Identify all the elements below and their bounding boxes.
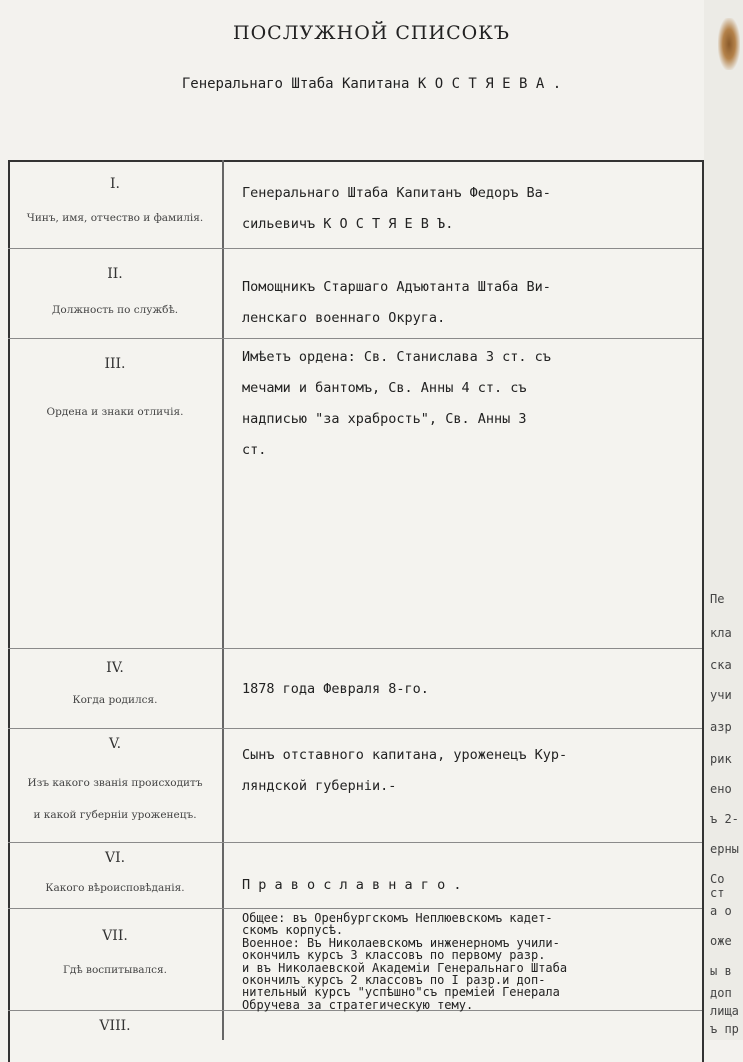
row-label: Должность по службѣ. [51,304,179,316]
adjacent-page-fragment: азр [710,720,732,734]
row-separator [8,728,702,729]
adjacent-page-fragment: ъ 2- [710,812,739,826]
adjacent-page-edge [704,0,743,1040]
row-label: Чинъ, имя, отчество и фамилія. [26,212,204,224]
document-title: ПОСЛУЖНОЙ СПИСОКЪ [233,22,510,44]
row-value: 1878 года Февраля 8-го. [242,681,429,697]
row-label: Гдѣ воспитывался. [62,964,168,976]
row-value: П р а в о с л а в н а г о . [242,877,462,893]
row-number: VII. [102,928,128,944]
row-number: II. [107,266,123,282]
row-number: IV. [106,660,124,676]
adjacent-page-fragment: Со ст [710,872,725,900]
row-number: VIII. [99,1018,131,1034]
row-separator [8,908,702,909]
adjacent-page-fragment: а о [710,904,732,918]
row-label: Ордена и знаки отличія. [46,406,184,418]
row-number: III. [104,356,126,372]
adjacent-page-fragment: лища [710,1004,739,1018]
row-separator [8,338,702,339]
row-number: I. [110,176,120,192]
row-label: Какого вѣроисповѣданія. [45,882,185,894]
adjacent-page-fragment: ерны [710,842,739,856]
adjacent-page-fragment: Пе [710,592,725,606]
adjacent-page-fragment: доп [710,986,732,1000]
row-separator [8,248,702,249]
row-label-line-1: Изъ какого званія происходитъ [27,777,203,789]
row-value: Генеральнаго Штаба Капитанъ Федоръ Ва- сильевичъ К О С Т Я Е В Ъ. [242,185,551,232]
adjacent-page-fragment: учи [710,688,732,702]
row-separator [8,648,702,649]
row-label-line-2: и какой губерніи уроженецъ. [33,809,197,821]
document-subtitle: Генеральнаго Штаба Капитана К О С Т Я Е В А . [181,76,562,92]
row-value: Сынъ отставного капитана, уроженецъ Кур- ляндской губерніи.- [242,747,568,794]
adjacent-page-fragment: ска [710,658,732,672]
adjacent-page-fragment: рик [710,752,732,766]
row-label: Когда родился. [72,694,158,706]
adjacent-page-fragment: ъ пр [710,1022,739,1036]
adjacent-page-fragment: ено [710,782,732,796]
adjacent-page-fragment: оже [710,934,732,948]
row-number: V. [108,736,122,752]
row-value: Имѣетъ ордена: Св. Станислава 3 ст. съ мечами и бантомъ, Св. Анны 4 ст. съ надписью "за храбрость", Св. Анны 3 ст. [242,349,551,458]
adjacent-page-fragment: кла [710,626,732,640]
row-value: Общее: въ Оренбургскомъ Неплюевскомъ кадет- скомъ корпусѣ. Военное: Въ Николаевскомъ инженерномъ учили- окончилъ курсъ 3 классовъ по первому разр. и въ Николаевской Академіи Генеральнаго Штаба окончилъ курсъ 2 классовъ по I разр.и доп- нительный курсъ "успѣшно"съ преміей Генерала Обручева за стратегическую тему. [242,911,568,1012]
row-value: Помощникъ Старшаго Адъютанта Штаба Ви- ленскаго военнаго Округа. [242,279,551,326]
row-number: VI. [104,850,126,866]
ink-stain [718,18,740,70]
row-separator [8,842,702,843]
adjacent-page-fragment: ы в [710,964,732,978]
